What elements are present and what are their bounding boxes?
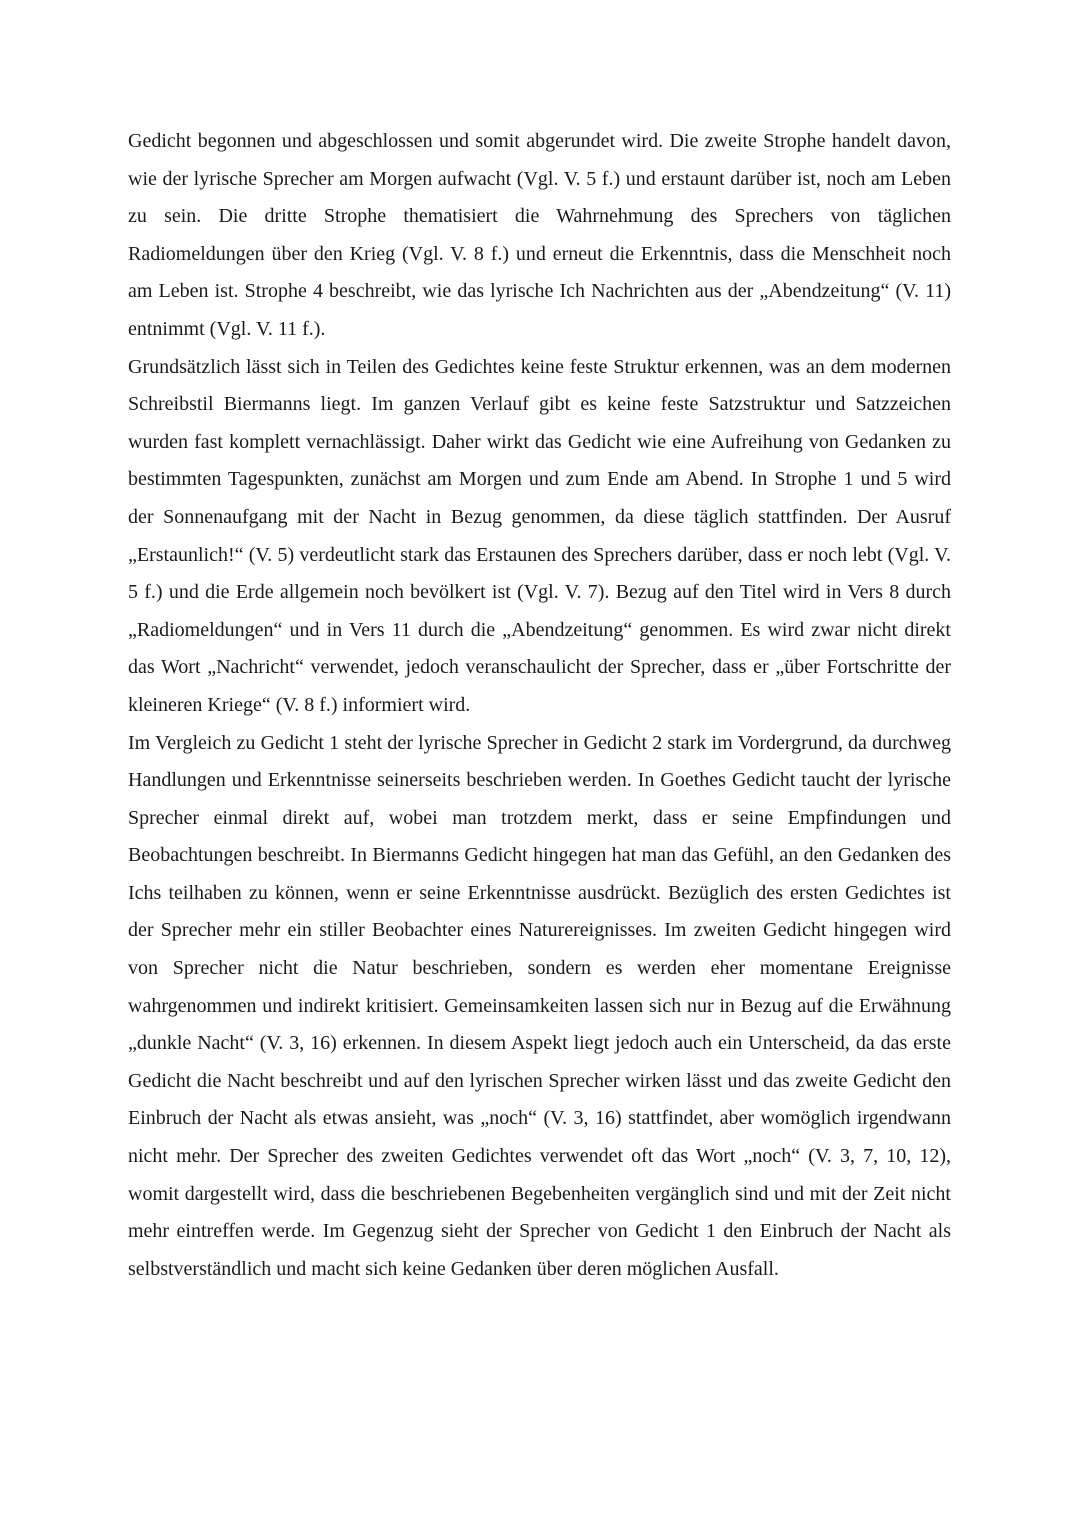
document-page <box>128 123 951 1288</box>
paragraph-strophen-inhalt: Gedicht begonnen und abgeschlossen und somit abgerundet wird. Die zweite Strophe handelt davon, wie der lyrische Sprecher am Morgen aufwacht (Vgl. V. 5 f.) und erstaunt darüber ist, noch am Leben zu sein. Die dritte Strophe thematisiert die Wahrnehmung des Sprechers von täglichen Radiomeldungen über den Krieg (Vgl. V. 8 f.) und erneut die Erkenntnis, dass die Menschheit noch am Leben ist. Strophe 4 beschreibt, wie das lyrische Ich Nachrichten aus der „Abendzeitung“ (V. 11) entnimmt (Vgl. V. 11 f.). <box>128 130 951 340</box>
paragraph-struktur-analyse: Grundsätzlich lässt sich in Teilen des Gedichtes keine feste Struktur erkennen, was an dem modernen Schreibstil Biermanns liegt. Im ganzen Verlauf gibt es keine feste Satzstruktur und Satzzeichen wurden fast komplett vernachlässigt. Daher wirkt das Gedicht wie eine Aufreihung von Gedanken zu bestimmten Tagespunkten, zunächst am Morgen und zum Ende am Abend. In Strophe 1 und 5 wird der Sonnenaufgang mit der Nacht in Bezug genommen, da diese täglich stattfinden. Der Ausruf „Erstaunlich!“ (V. 5) verdeutlicht stark das Erstaunen des Sprechers darüber, dass er noch lebt (Vgl. V. 5 f.) und die Erde allgemein noch bevölkert ist (Vgl. V. 7). Bezug auf den Titel wird in Vers 8 durch „Radiomeldungen“ und in Vers 11 durch die „Abendzeitung“ genommen. Es wird zwar nicht direkt das Wort „Nachricht“ verwendet, jedoch veranschaulicht der Sprecher, dass er „über Fortschritte der kleineren Kriege“ (V. 8 f.) informiert wird. <box>128 355 951 716</box>
paragraph-vergleich: Im Vergleich zu Gedicht 1 steht der lyrische Sprecher in Gedicht 2 stark im Vordergrund, da durchweg Handlungen und Erkenntnisse seinerseits beschrieben werden. In Goethes Gedicht taucht der lyrische Sprecher einmal direkt auf, wobei man trotzdem merkt, dass er seine Empfindungen und Beobachtungen beschreibt. In Biermanns Gedicht hingegen hat man das Gefühl, an den Gedanken des Ichs teilhaben zu können, wenn er seine Erkenntnisse ausdrückt. Bezüglich des ersten Gedichtes ist der Sprecher mehr ein stiller Beobachter eines Naturereignisses. Im zweiten Gedicht hingegen wird von Sprecher nicht die Natur beschrieben, sondern es werden eher momentane Ereignisse wahrgenommen und indirekt kritisiert. Gemeinsamkeiten lassen sich nur in Bezug auf die Erwähnung „dunkle Nacht“ (V. 3, 16) erkennen. In diesem Aspekt liegt jedoch auch ein Unterscheid, da das erste Gedicht die Nacht beschreibt und auf den lyrischen Sprecher wirken lässt und das zweite Gedicht den Einbruch der Nacht als etwas ansieht, was „noch“ (V. 3, 16) stattfindet, aber womöglich irgendwann nicht mehr. Der Sprecher des zweiten Gedichtes verwendet oft das Wort „noch“ (V. 3, 7, 10, 12), womit dargestellt wird, dass die beschriebenen Begebenheiten vergänglich sind und mit der Zeit nicht mehr eintreffen werde. Im Gegenzug sieht der Sprecher von Gedicht 1 den Einbruch der Nacht als selbstverständlich und macht sich keine Gedanken über deren möglichen Ausfall. <box>128 731 951 1280</box>
